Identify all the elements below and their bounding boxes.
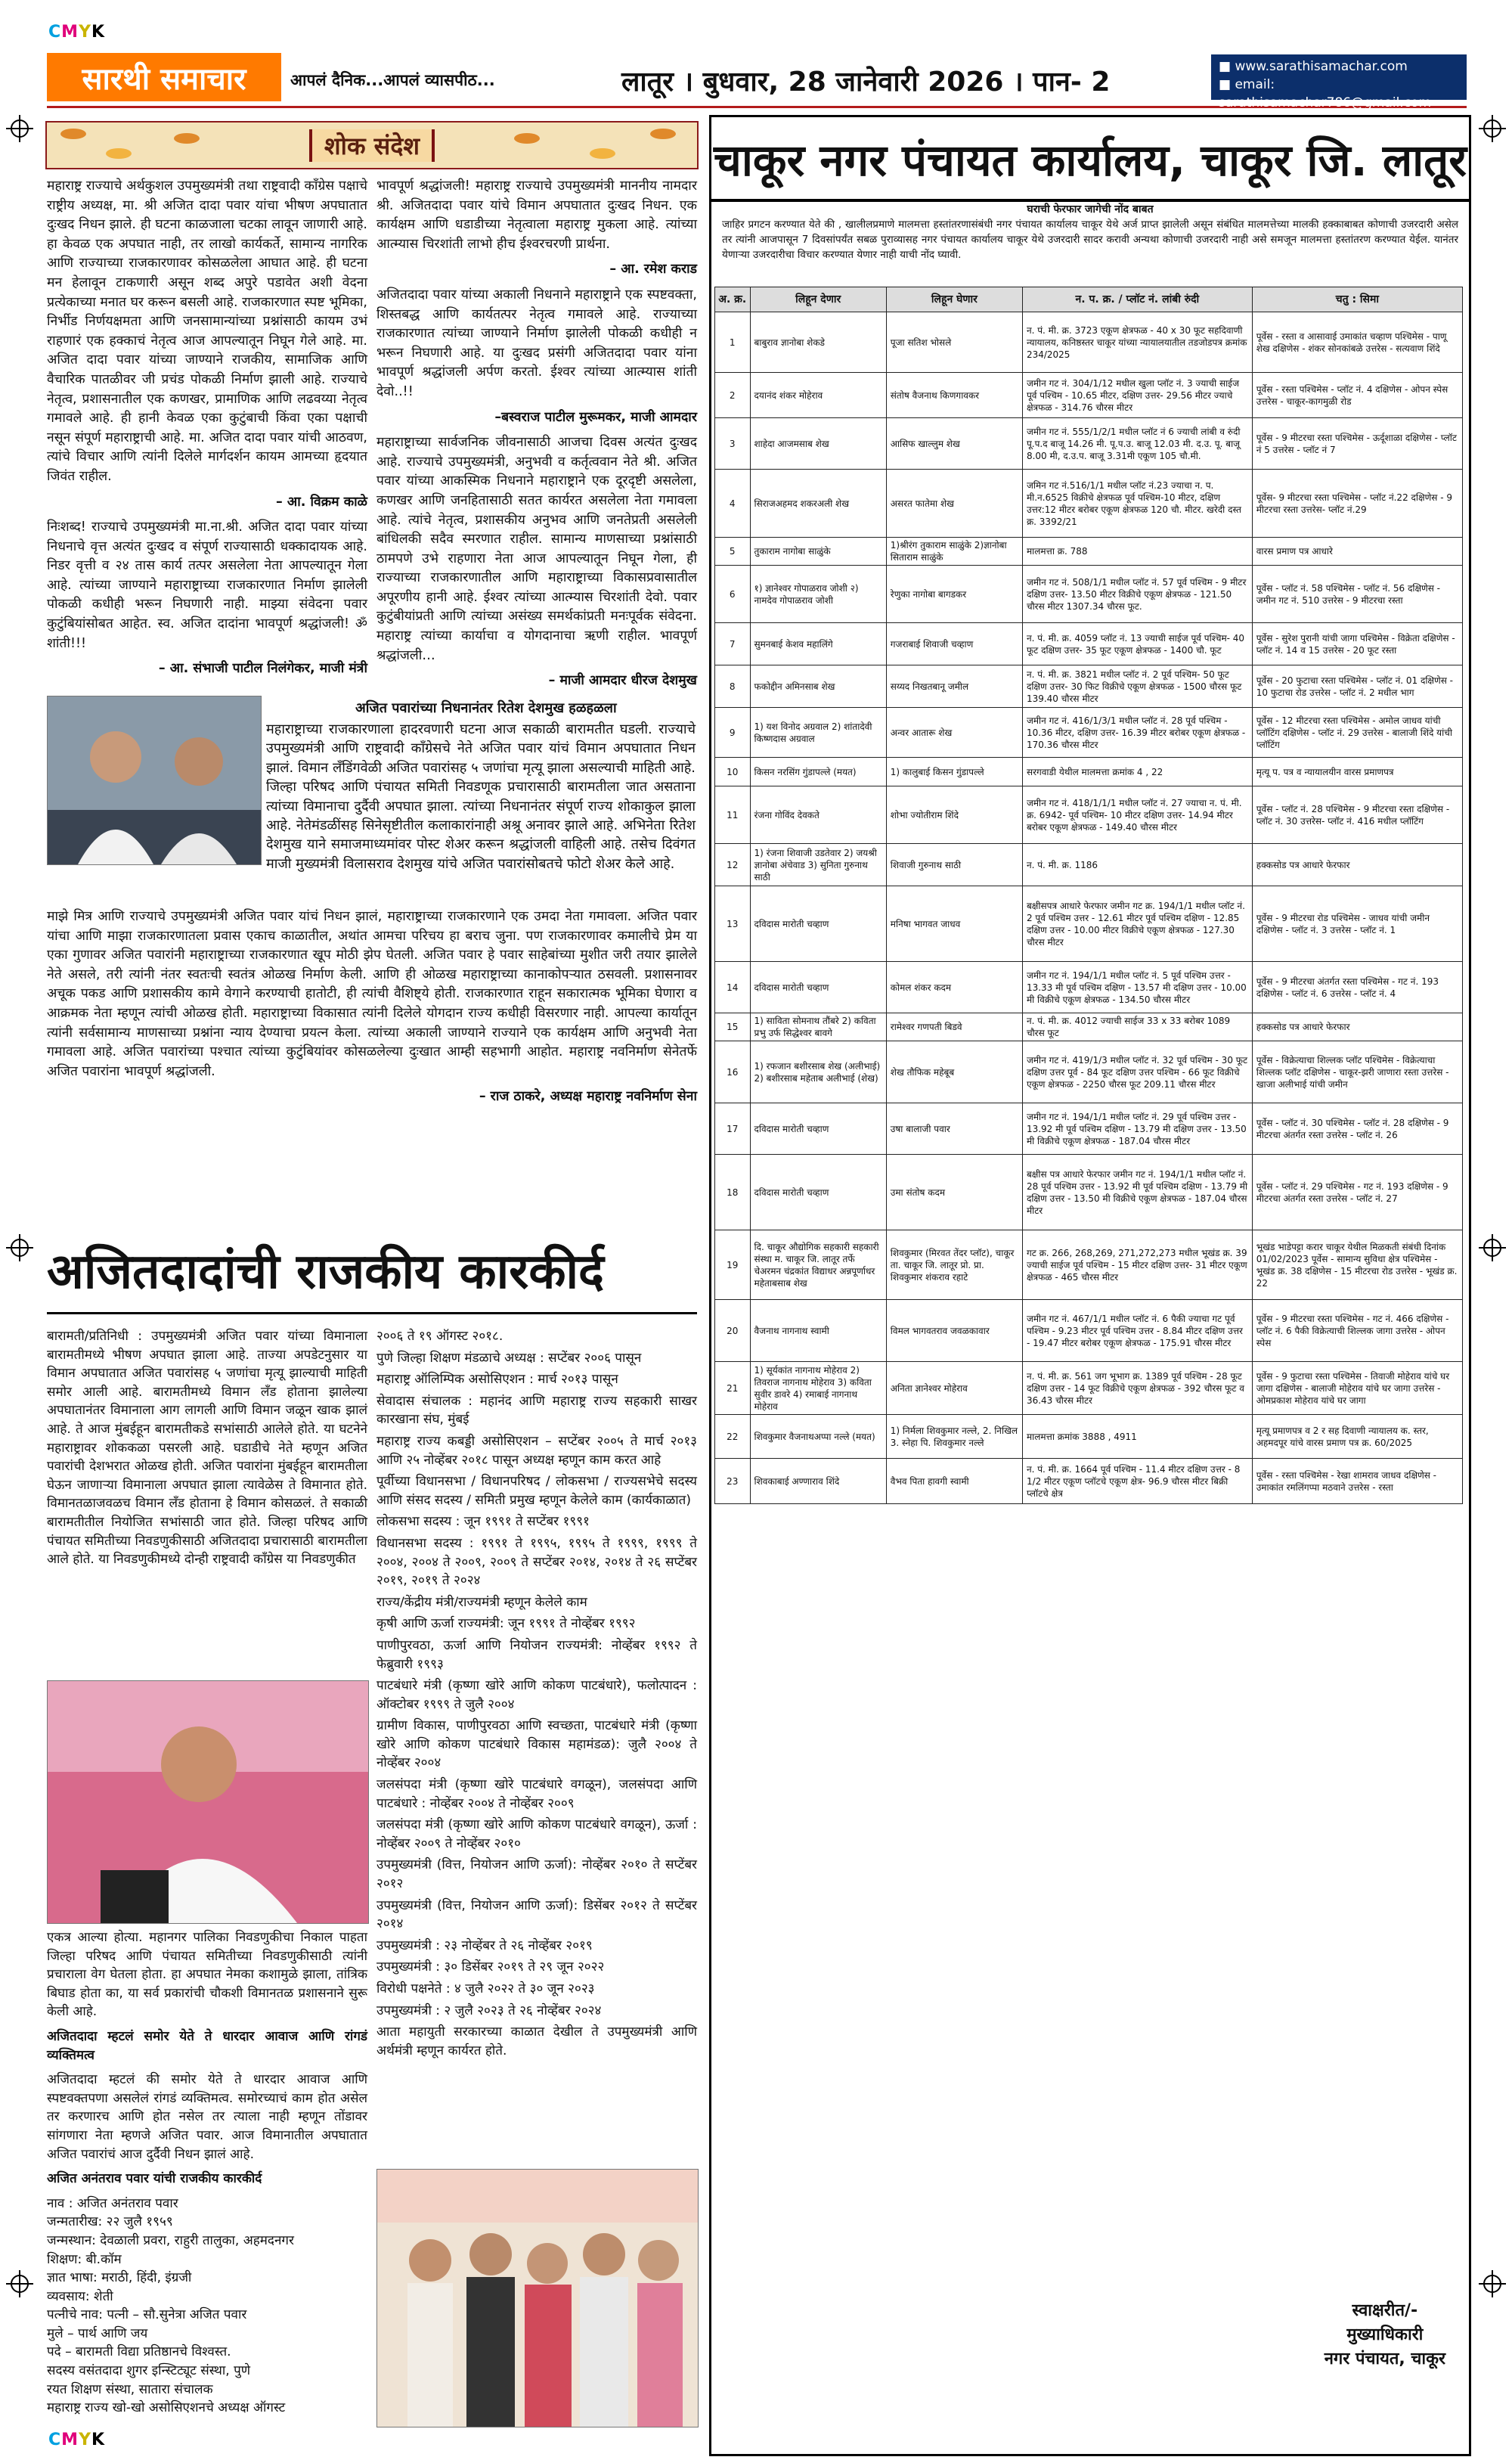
table-cell-taker: रामेश्वर गणपती बिडवे — [886, 1013, 1022, 1041]
table-cell-no: 11 — [715, 786, 751, 844]
career-title: अजितदादांची राजकीय कारकीर्द — [47, 1236, 697, 1314]
career-timeline-item: राज्य/केंद्रीय मंत्री/राज्यमंत्री म्हणून केलेले काम — [376, 1594, 587, 1610]
career-timeline-item: उपमुख्यमंत्री (वित्त, नियोजन आणि ऊर्जा): नोव्हेंबर २०१० ते सप्टेंबर २०१२ — [376, 1857, 697, 1892]
table-cell-bounds: पूर्वेस - सुरेश पुरानी यांची जागा पश्चिमेस - विक्रेता दक्षिणेस - प्लॉट नं. 14 व 15 उत्तरेस - 20 फूट रस्ता — [1252, 623, 1462, 665]
condolence-signature: – आ. रमेश कराड — [609, 262, 697, 278]
table-row — [715, 1103, 1463, 1155]
table-cell-giver: बाबुराव ज्ञानोबा शेकडे — [750, 312, 886, 373]
table-row — [715, 1013, 1463, 1041]
table-cell-taker: संतोष वैजनाथ किणगावकर — [886, 373, 1022, 418]
table-cell-bounds: पूर्वेस- 9 मीटरचा रस्ता पश्चिमेस - प्लॉट नं.22 दक्षिणेस - 9 मीटरचा रस्ता उत्तरेस- प्लॉट नं.29 — [1252, 470, 1462, 538]
bio-line: मुले – पार्थ आणि जय — [47, 2325, 148, 2341]
table-header-row — [715, 287, 1463, 312]
table-cell-taker: गजराबाई शिवाजी चव्हाण — [886, 623, 1022, 665]
table-cell-giver: दविदास मारोती चव्हाण — [750, 962, 886, 1013]
table-row — [715, 962, 1463, 1013]
flower-decoration-icon — [174, 133, 200, 144]
career-subtext: अजितदादा म्हटलं की समोर येते ते धारदार आवाज आणि स्पष्टवक्तपणा असलेलं रांगडं व्यक्तिमत्व. समोरच्याचं काम होत असेल तर करणारच आणि होत नसेल तर त्याला नाही म्हणून तोंडावर सांगणारा नेता म्हणजे अजित पवार. आज विमानातील अपघातात अजित पवारांचं आज दुर्दैवी निधन झालं आहे. — [47, 2072, 367, 2162]
table-row — [715, 708, 1463, 758]
table-cell-plot: न. पं. मी. क्र. 1186 — [1022, 844, 1252, 886]
table-cell-bounds: पूर्वेस - 12 मीटरचा रस्ता पश्चिमेस - अमोल जाधव यांची प्लॉटिंग दक्षिणेस - प्लॉट नं. 29 उत्तरेस - बालाजी शिंदे यांची प्लॉटिंग — [1252, 708, 1462, 758]
career-lead: बारामती/प्रतिनिधी : उपमुख्यमंत्री अजित पवार यांच्या विमानाला बारामतीमध्ये भीषण अपघात झाला आहे. ताज्या अपडेटनुसार या विमान अपघातात अजित पवारांसह ५ जणांचा मृत्यू झाल्याची माहिती समोर आली आहे. बारामतीमध्ये विमान लँड होताना झालेल्या अपघातानंतर विमानाला आग लागली आणि विमान जळून खाक झालं आहे. ते आज मुंबईहून बारामतीकडे सभांसाठी आलेले होते. या घटनेने महाराष्ट्रावर शोककळा पसरली आहे. घडाडीचे नेते म्हणून अजित पवारांची देशभरात ओळख होती. अजित पवारांना मुंबईहून बारामतीला घेऊन जाणाऱ्या विमानाला अपघात झाला त्यावेळेस ते विमानात होते. विमानतळाजवळच विमान लँड होताना हे विमान कोसळलं. ते सकाळी बारामतीतील नियोजित सभांसाठी जात होते. जिल्हा परिषद आणि पंचायत समितीच्या निवडणुकीसाठी अजितदादा प्रचारासाठी बारामतीला आले होते. या निवडणुकीमध्ये दोन्ही राष्ट्रवादी काँग्रेस या निवडणुकीत — [47, 1329, 367, 1568]
table-cell-plot: न. पं. मी. क्र. 3821 मधील प्लॉट नं. 2 पूर्व पश्चिम- 50 फूट दक्षिण उत्तर- 30 फिट विक्रीचे एकूण क्षेत्रफळ - 1500 चौरस फूट 139.40 चौरस मीटर — [1022, 665, 1252, 708]
table-cell-taker: रेणुका नागोबा बागडकर — [886, 566, 1022, 623]
table-cell-plot: जमीन गट नं. 194/1/1 मधील प्लॉट नं. 29 पूर्व पश्चिम उत्तर - 13.92 मी पूर्व पश्चिम दक्षिण - 13.79 मी दक्षिण उत्तर - 13.50 मी विक्रीचे एकूण क्षेत्रफळ - 187.04 चौरस मीटर — [1022, 1103, 1252, 1155]
career-timeline-item: पूर्वीच्या विधानसभा / विधानपरिषद / लोकसभा / राज्यसभेचे सदस्य आणि संसद सदस्य / समिती प्रमुख म्हणून केलेले काम (कार्यकाळात) — [376, 1474, 697, 1508]
table-cell-giver: शिवकाबाई अण्णाराव शिंदे — [750, 1459, 886, 1504]
table-cell-bounds: पूर्वेस - विक्रेत्याचा शिल्लक प्लॉट पश्चिमेस - विक्रेत्याचा शिल्लक प्लॉट दक्षिणेस - चाकूर-झरी जाणारा रस्ता उत्तरेस - खाजा अलीभाई यांची जमीन — [1252, 1041, 1462, 1103]
career-timeline-item: महाराष्ट्र राज्य कबड्डी असोसिएशन – सप्टेंबर २००५ ते मार्च २०१३ आणि २५ नोव्हेंबर २०१८ पासून अध्यक्ष म्हणून काम करत आहे — [376, 1433, 697, 1468]
ritesh-heading: अजित पवारांच्या निधनानंतर रितेश देशमुख हळहळला — [355, 700, 617, 716]
table-cell-taker: शेख तौफिक महेबूब — [886, 1041, 1022, 1103]
table-cell-plot: जमीन गट नं. 555/1/2/1 मधील प्लॉट नं 6 ज्याची लांबी व रुंदी पू.प.द बाजू 14.26 मी. पू.प.उ. बाजू 12.03 मी. द.उ. पू. बाजू 8.00 मी, द.उ.प. बाजू 3.31मी एकूण 105 चौ.मी. — [1022, 418, 1252, 470]
table-cell-no: 12 — [715, 844, 751, 886]
table-cell-giver: सुमनबाई केशव महालिंगे — [750, 623, 886, 665]
table-cell-plot: जमीन गट नं. 416/1/3/1 मधील प्लॉट नं. 28 पूर्व पश्चिम - 10.36 मीटर, दक्षिण उत्तर- 16.39 मीटर बरोबर एकूण क्षेत्रफळ - 170.36 चौरस मीटर — [1022, 708, 1252, 758]
career-timeline — [376, 1327, 697, 2060]
table-cell-no: 18 — [715, 1155, 751, 1230]
table-cell-giver: तुकाराम नागोबा साळुंके — [750, 538, 886, 566]
table-cell-no: 2 — [715, 373, 751, 418]
notice-table — [714, 287, 1463, 1504]
bio-line: व्यवसाय: शेती — [47, 2288, 113, 2304]
table-row — [715, 1415, 1463, 1459]
table-cell-no: 4 — [715, 470, 751, 538]
table-cell-plot: न. पं. मी. क्र. 4059 प्लॉट नं. 13 ज्याची साईज पूर्व पश्चिम- 40 फूट दक्षिण उत्तर- 35 फूट एकूण क्षेत्रफळ - 1400 चौ. फूट — [1022, 623, 1252, 665]
table-cell-taker: अन्वर आतारू शेख — [886, 708, 1022, 758]
condolence-message: अजितदादा पवार यांच्या अकाली निधनाने महाराष्ट्राने एक स्पष्टवक्ता, शिस्तबद्ध आणि कार्यतत्पर नेतृत्व गमावले आहे. राज्याच्या राजकारणात त्यांच्या जाण्याने निर्माण झालेली पोकळी कधीही न भरून निघणारी आहे. या दुःखद प्रसंगी अजितदादा पवार यांना भावपूर्ण श्रद्धांजली अर्पण करतो. ईश्वर त्यांच्या आत्म्यास शांती देवो..!! — [376, 287, 697, 399]
table-cell-no: 3 — [715, 418, 751, 470]
flower-decoration-icon — [514, 133, 540, 144]
signoff-line: स्वाक्षरीत/- — [1352, 2301, 1418, 2320]
career-timeline-item: विधानसभा सदस्य : १९९१ ते १९९५, १९९५ ते १९९९, १९९९ ते २००४, २००४ ते २००९, २००९ ते सप्टेंबर २०१४, २०१४ ते २६ सप्टेंबर २०१९, २०१९ ते २०२४ — [376, 1535, 697, 1589]
table-cell-no: 10 — [715, 758, 751, 786]
contact-box — [1211, 54, 1467, 110]
notice-subtitle: घराची फेरफार जागेची नोंद बाबत — [1027, 203, 1154, 216]
table-cell-plot: गट क्र. 266, 268,269, 271,272,273 मधील भूखंड क्र. 39 ज्याची साईज पूर्व पश्चिम - 15 मीटर दक्षिण उत्तर- 31 मीटर एकूण क्षेत्रफळ - 465 चौरस मीटर — [1022, 1230, 1252, 1300]
photo-ajit-pawar-speech — [47, 1680, 369, 1924]
tagline: आपलं दैनिक...आपलं व्यासपीठ... — [290, 71, 495, 89]
table-cell-plot: जमीन गट नं. 418/1/1/1 मधील प्लॉट नं. 27 ज्याचा न. पं. मी. क्र. 6942- पूर्व पश्चिम- 10 मीटर दक्षिण उत्तर- 14.94 मीटर बरोबर एकूण क्षेत्रफळ - 149.40 चौरस मीटर — [1022, 786, 1252, 844]
table-cell-giver: 1) रंजना शिवाजी उडतेवार 2) जयश्री ज्ञानोबा अंचेवाड 3) सुनिता गुरुनाथ साठी — [750, 844, 886, 886]
table-cell-plot: जमीन गट नं. 194/1/1 मधील प्लॉट नं. 5 पूर्व पश्चिम उत्तर - 13.33 मी पूर्व पश्चिम दक्षिण - 13.57 मी दक्षिण उत्तर - 10.00 मी विक्रीचे एकूण क्षेत्रफळ - 134.50 चौरस मीटर — [1022, 962, 1252, 1013]
table-cell-no: 6 — [715, 566, 751, 623]
photo-leaders — [47, 696, 262, 865]
notice-signoff — [1325, 2299, 1445, 2372]
table-cell-plot: जमीन गट नं. 508/1/1 मधील प्लॉट नं. 57 पूर्व पश्चिम - 9 मीटर दक्षिण उत्तर- 13.50 मीटर विक्रीचे एकूण क्षेत्रफळ - 121.50 चौरस मीटर 1307.34 चौरस फूट. — [1022, 566, 1252, 623]
table-cell-taker: कोमल शंकर कदम — [886, 962, 1022, 1013]
table-cell-bounds: पूर्वेस - रस्ता पश्चिमेस - प्लॉट नं. 4 दक्षिणेस - ओपन स्पेस उत्तरेस - चाकूर-कागमुळी रोड — [1252, 373, 1462, 418]
career-timeline-item: विरोधी पक्षनेते : ४ जुलै २०२२ ते ३० जून २०२३ — [376, 1981, 595, 1996]
table-cell-giver: फकोद्दीन अमिनसाब शेख — [750, 665, 886, 708]
table-row — [715, 844, 1463, 886]
table-cell-giver: 1) यश विनोद अग्रवाल 2) शांतादेवी किष्णदास अग्रवाल — [750, 708, 886, 758]
bio-line: ज्ञात भाषा: मराठी, हिंदी, इंग्रजी — [47, 2270, 192, 2286]
career-subheading: अजितदादा म्हटलं समोर येते ते धारदार आवाज आणि रांगडं व्यक्तिमत्व — [47, 2028, 367, 2063]
condolence-header — [45, 121, 699, 169]
table-cell-giver: सिराजअहमद शकरअली शेख — [750, 470, 886, 538]
table-cell-plot: मालमत्ता क्रमांक 3888 , 4911 — [1022, 1415, 1252, 1459]
column-header: अ. क्र. — [715, 287, 751, 312]
table-cell-taker: आसिफ खाल्लुम शेख — [886, 418, 1022, 470]
career-timeline-item: सेवादास संचालक : महानंद आणि महाराष्ट्र राज्य सहकारी साखर कारखाना संघ, मुंबई — [376, 1393, 697, 1428]
table-cell-taker: 1)श्रीरंग तुकाराम साळुंके 2)ज्ञानोबा सिताराम साळुंके — [886, 538, 1022, 566]
signoff-line: नगर पंचायत, चाकूर — [1324, 2350, 1445, 2368]
table-cell-no: 5 — [715, 538, 751, 566]
career-timeline-item: आता महायुती सरकारच्या काळात देखील ते उपमुख्यमंत्री आणि अर्थमंत्री म्हणून कार्यरत होते. — [376, 2024, 697, 2058]
public-notice — [709, 115, 1471, 2456]
table-cell-plot: न. पं. मी. क्र. 4012 ज्याची साईज 33 x 33 बरोबर 1089 चौरस फूट — [1022, 1013, 1252, 1041]
table-row — [715, 538, 1463, 566]
table-cell-bounds: पूर्वेस - 9 मीटरचा रोड पश्चिमेस - जाधव यांची जमीन दक्षिणेस - प्लॉट नं. 3 उत्तरेस - प्लॉट नं. 1 — [1252, 886, 1462, 962]
table-cell-bounds: पूर्वेस - 9 फुटाचा रस्ता पश्चिमेस - तिवाजी मोहेराव यांचे घर जागा दक्षिणेस - बालाजी मोहेराव यांचे घर जागा उत्तरेस - ओमप्रकाश मोहेराव यांचे घर जागा — [1252, 1362, 1462, 1415]
career-timeline-item: उपमुख्यमंत्री (वित्त, नियोजन आणि ऊर्जा): डिसेंबर २०१२ ते सप्टेंबर २०१४ — [376, 1897, 697, 1932]
table-cell-no: 14 — [715, 962, 751, 1013]
table-cell-plot: मालमत्ता क्र. 788 — [1022, 538, 1252, 566]
condolence-signature: – आ. विक्रम काळे — [275, 494, 367, 510]
career-timeline-item: कृषी आणि ऊर्जा राज्यमंत्री: जून १९९१ ते नोव्हेंबर १९९२ — [376, 1616, 636, 1632]
table-cell-plot: बक्षीस पत्र आधारे फेरफार जमीन गट नं. 194/1/1 मधील प्लॉट नं. 28 पूर्व पश्चिम उत्तर - 13.92 मी पूर्व पश्चिम दक्षिण - 13.79 मी दक्षिण उत्तर - 13.50 मी विक्रीचे एकूण क्षेत्रफळ - 187.04 चौरस मीटर — [1022, 1155, 1252, 1230]
career-timeline-item: पुणे जिल्हा शिक्षण मंडळाचे अध्यक्ष : सप्टेंबर २००६ पासून — [376, 1350, 642, 1366]
table-cell-plot: बक्षीसपत्र आधारे फेरफार जमीन गट क्र. 194/1/1 मधील प्लॉट नं. 2 पूर्व पश्चिम उत्तर - 12.61 मीटर पूर्व पश्चिम दक्षिण - 12.85 दक्षिण उत्तर - 10.00 मीटर विक्रीचे एकूण क्षेत्रफळ - 127.30 चौरस मीटर — [1022, 886, 1252, 962]
column-header: चतु : सिमा — [1252, 287, 1462, 312]
table-row — [715, 623, 1463, 665]
condolence-message: महाराष्ट्र राज्याचे अर्थकुशल उपमुख्यमंत्री तथा राष्ट्रवादी काँग्रेस पक्षाचे राष्ट्रीय अध्यक्ष, मा. श्री अजित दादा पवार यांचा भीषण अपघातात दुःखद निधन झाले. ही घटना काळजाला चटका लावून जाणारी आहे. हा केवळ एक अपघात नाही, तर लाखो कार्यकर्ते, सामान्य नागरिक आणि राज्याच्या राजकारणावर कोसळलेला आघात आहे. ही घटना मन हेलावून टाकणारी असून शब्द अपुरे पडावेत अशी वेदना प्रत्येकाच्या मनात घर करून बसली आहे. राजकारणात स्पष्ट भूमिका, निर्भीड निर्णयक्षमता आणि जनसामान्यांच्या प्रश्नांसाठी कायम उभं राहणारं एक हक्काचं नेतृत्व आज आपल्यातून निघून गेले आहे. मा. अजित दादा पवार यांच्या जाण्याने राजकीय, सामाजिक आणि वैचारिक पातळीवर जी प्रचंड पोकळी निर्माण झाली आहे. राज्याचे नेतृत्व, प्रशासनातील एक कणखर, प्रामाणिक आणि लढवय्या नेतृत्व गमावले आहे. ही हानी केवळ एका कुटुंबाची किंवा एका पक्षाची नसून संपूर्ण महाराष्ट्राची आहे. मा. अजित दादा पवार यांची आठवण, त्यांचे विचार आणि त्यांनी दिलेले मार्गदर्शन कायम आमच्या हृदयात जिवंत राहील. — [47, 178, 367, 484]
condolence-column-1 — [47, 177, 367, 685]
condolence-signature: –बस्वराज पाटील मुरूमकर, माजी आमदार — [494, 409, 697, 425]
masthead — [47, 53, 1467, 108]
career-timeline-item: ग्रामीण विकास, पाणीपुरवठा आणि स्वच्छता, पाटबंधारे मंत्री (कृष्णा खोरे आणि कोकण पाटबंधारे विकास महामंडळ): जुलै २००४ ते नोव्हेंबर २००४ — [376, 1718, 697, 1771]
table-cell-giver: दविदास मारोती चव्हाण — [750, 1103, 886, 1155]
table-row — [715, 758, 1463, 786]
table-cell-giver: 1) सूर्यकांत नागनाथ मोहेराव 2) तिवराज नागनाथ मोहेराव 3) कविता सुवीर डावरे 4) रमाबाई नागनाथ मोहेराव — [750, 1362, 886, 1415]
condolence-column-2 — [376, 177, 697, 697]
table-cell-plot: जमिन गट नं.516/1/1 मधील प्लॉट नं.23 ज्याचा न. प. मी.न.6525 विक्रीचे क्षेत्रफळ पूर्व पश्चिम-10 मीटर, दक्षिण उत्तर:12 मीटर बरोबर एकूण क्षेत्रफळ 120 चौ. मीटर. खरेदी दस्त क्र. 3392/21 — [1022, 470, 1252, 538]
table-cell-bounds: पूर्वेस - 9 मीटरचा रस्ता पश्चिमेस - गट नं. 466 दक्षिणेस - प्लॉट नं. 6 पैकी विक्रेत्याची शिल्लक जागा उत्तरेस - ओपन स्पेस — [1252, 1300, 1462, 1362]
condolence-message: निःशब्द! राज्याचे उपमुख्यमंत्री मा.ना.श्री. अजित दादा पवार यांच्या निधनाचे वृत्त अत्यंत दुःखद व संपूर्ण राज्यासाठी धक्कादायक आहे. निडर वृत्ती व २४ तास कार्य तत्पर असलेला नेता आपल्यातून गेला आहे. त्यांच्या जाण्याने महाराष्ट्राच्या राजकारणात निर्माण झालेली पोकळी कधीही भरून निघणारी नाही. माझ्या संवेदना पवार कुटुंबियांसोबत आहेत. स्व. अजित दादांना भावपूर्ण श्रद्धांजली! ॐ शांती!!! — [47, 520, 367, 651]
table-cell-bounds: पूर्वेस - प्लॉट नं. 28 पश्चिमेस - 9 मीटरचा रस्ता दक्षिणेस - प्लॉट नं. 30 उत्तरेस- प्लॉट नं. 416 मधील प्लॉटिंग — [1252, 786, 1462, 844]
bio-line: महाराष्ट्र राज्य खो-खो असोसिएशनचे अध्यक्ष ऑगस्ट — [47, 2400, 286, 2416]
table-cell-no: 15 — [715, 1013, 751, 1041]
ritesh-story: महाराष्ट्राच्या राजकारणाला हादरवणारी घटना आज सकाळी बारामतीत घडली. राज्याचे उपमुख्यमंत्री आणि राष्ट्रवादी काँग्रेसचे नेते अजित पवार यांचं विमान अपघातात निधन झालं. विमान लँडिंगवेळी अजित पवारांसह ५ जणांचा मृत्यू झाला असल्याची माहिती आहे. जिल्हा परिषद आणि पंचायत समिती निवडणूक प्रचारासाठी बारामतीला जात असताना त्यांच्या विमानाचा दुर्दैवी अपघात झाला. त्यांच्या निधनानंतर संपूर्ण राज्य शोकाकुल झाला आहे. नेतेमंडळींसह सिनेसृष्टीतील कलाकारांनाही अश्रू अनावर झाले आहे. अभिनेता रितेश देशमुख याने समाजमाध्यमांवर पोस्ट शेअर करून श्रद्धांजली वाहिली आहे. तसेच दिवंगत माजी मुख्यमंत्री विलासराव देशमुख यांचे अजित पवारांसोबतचे फोटो शेअर केले आहे. — [266, 721, 696, 872]
table-cell-plot: जमीन गट नं. 304/1/12 मधील खुला प्लॉट नं. 3 ज्याची साईज पूर्व पश्चिम - 10.65 मीटर, दक्षिण उत्तर- 29.56 मीटर ज्याचे क्षेत्रफळ - 314.76 चौरस मीटर — [1022, 373, 1252, 418]
bio-line: सदस्य वसंतदादा शुगर इन्स्टिट्यूट संस्था, पुणे — [47, 2363, 251, 2379]
table-row — [715, 470, 1463, 538]
career-tail: एकत्र आल्या होत्या. महानगर पालिका निवडणुकीचा निकाल पाहता जिल्हा परिषद आणि पंचायत समितीच्या निवडणुकीसाठी त्यांनी प्रचाराला वेग घेतला होता. हा अपघात नेमका कशामुळे झाला, तांत्रिक बिघाड होता का, या सर्व प्रकारांची चौकशी विमानतळ प्रशासनाने सुरू केली आहे. — [47, 1930, 367, 2020]
condolence-title: शोक संदेश — [309, 129, 435, 162]
registration-mark-icon — [5, 1233, 35, 1263]
table-cell-bounds: पूर्वेस - 9 मीटरचा अंतर्गत रस्ता पश्चिमेस - गट नं. 193 दक्षिणेस - प्लॉट नं. 6 उत्तरेस - प्लॉट नं. 4 — [1252, 962, 1462, 1013]
photo-family — [376, 2169, 699, 2427]
table-cell-no: 17 — [715, 1103, 751, 1155]
table-cell-no: 13 — [715, 886, 751, 962]
bio-line: जन्मतारीख: २२ जुलै १९५९ — [47, 2214, 173, 2230]
table-cell-no: 8 — [715, 665, 751, 708]
email-link[interactable]: ■ email: sarathisamachar786@gmail.com — [1219, 77, 1431, 110]
career-timeline-item: पाणीपुरवठा, ऊर्जा आणि नियोजन राज्यमंत्री: नोव्हेंबर १९९२ ते फेब्रुवारी १९९३ — [376, 1637, 697, 1672]
condolence-message: भावपूर्ण श्रद्धांजली! महाराष्ट्र राज्याचे उपमुख्यमंत्री माननीय नामदार श्री. अजितदादा पवार यांचे विमान अपघातात दुःखद निधन. एक कार्यक्षम आणि धडाडीच्या नेतृत्वाला महाराष्ट्र मुकला आहे. त्यांच्या आत्म्यास चिरशांती लाभो हीच ईश्वरचरणी प्रार्थना. — [376, 178, 697, 252]
flower-decoration-icon — [650, 129, 676, 139]
table-row — [715, 1230, 1463, 1300]
table-cell-taker: विमल भागवतराव जवळकावार — [886, 1300, 1022, 1362]
table-cell-bounds: पूर्वेस - रस्ता व आसावाई उमाकांत चव्हाण पश्चिमेस - पाणू शेख दक्षिणेस - शंकर सोनकांबळे उत्तरेस - सत्यवाण शिंदे — [1252, 312, 1462, 373]
table-row — [715, 418, 1463, 470]
table-cell-taker: मनिषा भागवत जाधव — [886, 886, 1022, 962]
table-cell-giver: शिवकुमार वैजनाथअप्पा नल्ले (मयत) — [750, 1415, 886, 1459]
bio-line: जन्मस्थान: देवळाली प्रवरा, राहुरी तालुका, अहमदनगर — [47, 2232, 294, 2248]
career-timeline-item: उपमुख्यमंत्री : २३ नोव्हेंबर ते २६ नोव्हेंबर २०१९ — [376, 1937, 593, 1953]
bio-line: रयत शिक्षण संस्था, सातारा संचालक — [47, 2381, 213, 2397]
table-cell-taker: सय्यद निखतबानू जमील — [886, 665, 1022, 708]
table-row — [715, 1362, 1463, 1415]
table-cell-plot: न. पं. मी. क्र. 3723 एकूण क्षेत्रफळ - 40 x 30 फूट सहदिवाणी न्यायालय, कनिष्ठस्तर चाकूर यांच्या न्यायालयातील तडजोडपत्र क्रमांक 234/2025 — [1022, 312, 1252, 373]
long-message-signature: – राज ठाकरे, अध्यक्ष महाराष्ट्र नवनिर्माण सेना — [479, 1089, 697, 1105]
flower-decoration-icon — [106, 148, 132, 159]
table-cell-taker: अनिता ज्ञानेश्वर मोहेराव — [886, 1362, 1022, 1415]
table-cell-taker: असरत फातेमा शेख — [886, 470, 1022, 538]
registration-mark-icon — [1477, 1233, 1507, 1263]
table-cell-bounds: पूर्वेस - प्लॉट नं. 30 पश्चिमेस - प्लॉट नं. 28 दक्षिणेस - 9 मीटरचा अंतर्गत रस्ता उत्तरेस - प्लॉट नं. 26 — [1252, 1103, 1462, 1155]
newspaper-brand: सारथी समाचार — [47, 53, 281, 101]
bio-line: पदे – बारामती विद्या प्रतिष्ठानचे विश्वस्त. — [47, 2344, 231, 2360]
table-cell-taker: शोभा ज्योतीराम शिंदे — [886, 786, 1022, 844]
table-cell-no: 9 — [715, 708, 751, 758]
table-cell-bounds: पूर्वेस - प्लॉट नं. 29 पश्चिमेस - गट नं. 193 दक्षिणेस - 9 मीटरचा अंतर्गत रस्ता उत्तरेस - प्लॉट नं. 27 — [1252, 1155, 1462, 1230]
table-cell-bounds: पूर्वेस - 9 मीटरचा रस्ता पश्चिमेस - ऊर्दूशाळा दक्षिणेस - प्लॉट नं 5 उत्तरेस - प्लॉट नं 7 — [1252, 418, 1462, 470]
table-cell-taker: उषा बालाजी पवार — [886, 1103, 1022, 1155]
website-link[interactable]: ■ www.sarathisamachar.com — [1219, 59, 1408, 74]
column-header: न. प. क्र. / प्लॉट नं. लांबी रुंदी — [1022, 287, 1252, 312]
table-cell-taker: वैभव पिता हावगी स्वामी — [886, 1459, 1022, 1504]
table-cell-plot: सरगवाडी येथील मालमत्ता क्रमांक 4 , 22 — [1022, 758, 1252, 786]
raj-thackeray-message — [47, 907, 697, 1113]
table-cell-no: 23 — [715, 1459, 751, 1504]
table-row — [715, 312, 1463, 373]
table-row — [715, 886, 1463, 962]
notice-title: चाकूर नगर पंचायत कार्यालय, चाकूर जि. लातूर — [711, 117, 1469, 202]
bio-line: शिक्षण: बी.कॉम — [47, 2251, 122, 2267]
flower-decoration-icon — [60, 129, 86, 139]
condolence-message: महाराष्ट्राच्या सार्वजनिक जीवनासाठी आजचा दिवस अत्यंत दुःखद आहे. राज्याचे उपमुख्यमंत्री, अनुभवी व कर्तृत्ववान नेते श्री. अजित पवार यांच्या आकस्मिक निधनाने महाराष्ट्राने एक दूरदृष्टी असलेला, कणखर आणि जनहितासाठी सतत कार्यरत असलेला नेता गमावला आहे. त्यांचे नेतृत्व, प्रशासकीय अनुभव आणि जनतेप्रती असलेली बांधिलकी सदैव स्मरणात राहील. सामान्य माणसाच्या प्रश्नांसाठी ठामपणे उभे राहणारा नेता आज आपल्यातून निघून गेला, ही राज्याच्या राजकारणातील आणि महाराष्ट्राच्या विकासप्रवासातील अपूरणीय हानी आहे. ईश्वर त्यांच्या आत्म्यास चिरशांती देवो. पवार कुटुंबीयांप्रती आणि त्यांच्या असंख्य समर्थकांप्रती मनःपूर्वक संवेदना. महाराष्ट्र त्यांच्या कार्याचा व योगदानाचा ऋणी राहील. भावपूर्ण श्रद्धांजली… — [376, 435, 697, 663]
table-cell-bounds: पूर्वेस - 20 फुटाचा रस्ता पश्चिमेस - प्लॉट नं. 01 दक्षिणेस - 10 फुटाचा रोड उत्तरेस - प्लॉट नं. 2 मधील भाग — [1252, 665, 1462, 708]
table-cell-giver: दविदास मारोती चव्हाण — [750, 1155, 886, 1230]
career-timeline-item: महाराष्ट्र ऑलिम्पिक असोसिएशन : मार्च २०१३ पासून — [376, 1372, 618, 1388]
table-cell-no: 22 — [715, 1415, 751, 1459]
table-cell-bounds: भूखंड भाडेपट्टा करार चाकूर येथील मिळकती संबंधी दिनांक 01/02/2023 पूर्वेस - सामान्य सुविधा क्षेत्र पश्चिमेस - भूखंड क्र. 38 दक्षिणेस - 15 मीटरचा रोड उत्तरेस - भूखंड क्र. 22 — [1252, 1230, 1462, 1300]
long-message-text: माझे मित्र आणि राज्याचे उपमुख्यमंत्री अजित पवार यांचं निधन झालं, महाराष्ट्राच्या राजकारणाने एक उमदा नेता गमावला. अजित पवार यांचा आणि माझा राजकारणातला प्रवास एकाच काळातील, अथांत आमचा परिचय हा बराच जुना. पण राजकारणावर कमालीचे प्रेम या एका गुणावर अजित पवारांनी महाराष्ट्राच्या राजकारणात खूप मोठी झेप घेतली. अजित पवार हे पवार साहेबांच्या मुशीत जरी तयार झालेले नेते असले, तरी त्यांनी नंतर स्वतःची स्वतंत्र ओळख निर्माण केली. आणि ही ओळख महाराष्ट्राच्या कानाकोपऱ्यात ठसवली. प्रशासनावर अचूक पकड आणि प्रशासकीय कामे वेगाने करण्याची हातोटी, ही त्यांची वैशिष्ट्ये होती. राजकारणात राहून सकारात्मक भूमिका घेणारा व आक्रमक नेता म्हणून त्यांची ओळख होती. महाराष्ट्राच्या विकासात त्यांनी दिलेले योगदान राज्य कधीही विसरणार नाही. आपल्या कार्यातून त्यांनी सर्वसामान्य माणसाच्या प्रश्नांना न्याय देण्याचा प्रयत्न केला. त्यांच्या अकाली जाण्याने राज्याने एक कार्यक्षम आणि अनुभवी नेता गमावला आहे. अजित पवारांच्या पश्चात त्यांच्या कुटुंबियांवर कोसळलेल्या दुःखात आम्ही सहभागी आहोत. महाराष्ट्र नवनिर्माण सेनेतर्फे अजित पवारांना भावपूर्ण श्रद्धांजली. — [47, 909, 697, 1079]
flower-decoration-icon — [590, 148, 615, 159]
condolence-signature: – माजी आमदार धीरज देशमुख — [548, 673, 697, 689]
table-cell-giver: दि. चाकूर औद्योगिक सहकारी सहकारी संस्था म. चाकूर जि. लातूर तर्फे चेअरमन चंद्रकांत विद्याधर अन्नपूर्णाधर महेताबसाब शेख — [750, 1230, 886, 1300]
career-timeline-item: २००६ ते १९ ऑगस्ट २०१८. — [376, 1329, 503, 1344]
table-cell-taker: उमा संतोष कदम — [886, 1155, 1022, 1230]
table-cell-giver: दयानंद शंकर मोहेराव — [750, 373, 886, 418]
table-cell-no: 1 — [715, 312, 751, 373]
dateline: लातूर । बुधवार, 28 जानेवारी 2026 । पान- 2 — [621, 67, 1111, 98]
career-timeline-item: जलसंपदा मंत्री (कृष्णा खोरे आणि कोकण पाटबंधारे वगळून), ऊर्जा : नोव्हेंबर २००९ ते नोव्हेंबर २०१० — [376, 1817, 697, 1851]
table-row — [715, 786, 1463, 844]
table-cell-taker: शिवाजी गुरुनाथ साठी — [886, 844, 1022, 886]
bio-heading: अजित अनंतराव पवार यांची राजकीय कारकीर्द — [47, 2171, 262, 2187]
table-row — [715, 1459, 1463, 1504]
table-row — [715, 1041, 1463, 1103]
table-cell-no: 7 — [715, 623, 751, 665]
table-cell-taker: 1) कालुबाई किसन गुंडापल्ले — [886, 758, 1022, 786]
table-row — [715, 1155, 1463, 1230]
career-column-1-tail — [47, 1928, 367, 2418]
bio-list — [47, 2195, 367, 2418]
career-column-2 — [376, 1327, 697, 2063]
bio-line: नाव : अजित अनंतराव पवार — [47, 2195, 178, 2211]
table-cell-giver: 1) साविता सोमनाथ तौंबरे 2) कविता प्रभु उर्फ सिद्धेश्वर बावगे — [750, 1013, 886, 1041]
career-column-1 — [47, 1327, 367, 1575]
table-cell-giver: 1) रफजान बशीरसाब शेख (अलीभाई) 2) बशीरसाब महेताब अलीभाई (शेख) — [750, 1041, 886, 1103]
table-cell-giver: रंजना गोविंद देवकते — [750, 786, 886, 844]
career-timeline-item: पाटबंधारे मंत्री (कृष्णा खोरे आणि कोकण पाटबंधारे), फलोत्पादन : ऑक्टोबर १९९९ ते जुलै २००४ — [376, 1678, 697, 1712]
career-timeline-item: लोकसभा सदस्य : जून १९९१ ते सप्टेंबर १९९१ — [376, 1514, 590, 1530]
table-row — [715, 566, 1463, 623]
table-cell-plot: न. पं. मी. क्र. 1664 पूर्व पश्चिम - 11.4 मीटर दक्षिण उत्तर - 8 1/2 मीटर एकूण प्लॉटचे एकूण क्षेत्र- 96.9 चौरस मीटर बिक्री प्लॉटचे क्षेत्र — [1022, 1459, 1252, 1504]
table-cell-no: 19 — [715, 1230, 751, 1300]
table-cell-bounds: पूर्वेस - प्लॉट नं. 58 पश्चिमेस - प्लॉट नं. 56 दक्षिणेस - जमीन गट नं. 510 उत्तरेस - 9 मीटरचा रस्ता — [1252, 566, 1462, 623]
table-cell-giver: १) ज्ञानेश्वर गोपाळराव जोशी २) नामदेव गोपाळराव जोशी — [750, 566, 886, 623]
table-cell-taker: 1) निर्मला शिवकुमार नल्ले, 2. निखिल 3. स्नेहा पि. शिवकुमार नल्ले — [886, 1415, 1022, 1459]
table-cell-plot: जमीन गट नं. 467/1/1 मधील प्लॉट नं. 6 पैकी ज्याचा गट पूर्व पश्चिम - 9.23 मीटर पूर्व पश्चिम उत्तर - 8.84 मीटर दक्षिण उत्तर - 19.47 मीटर बरोबर एकूण क्षेत्रफळ - 175.91 चौरस मीटर — [1022, 1300, 1252, 1362]
table-cell-no: 21 — [715, 1362, 751, 1415]
table-cell-giver: वैजनाथ नागनाथ स्वामी — [750, 1300, 886, 1362]
table-cell-taker: शिवकुमार (मिरवत तेंदर प्लॉट), चाकूर ता. चाकूर जि. लातूर प्रो. प्रा. शिवकुमार शंकराव रहाटे — [886, 1230, 1022, 1300]
registration-mark-icon — [1477, 113, 1507, 144]
registration-mark-icon — [5, 2269, 35, 2299]
table-cell-bounds: हक्कसोड पत्र आधारे फेरफार — [1252, 844, 1462, 886]
table-cell-bounds: हक्कसोड पत्र आधारे फेरफार — [1252, 1013, 1462, 1041]
notice-intro: जाहिर प्रगटन करण्यात येते की , खालीलप्रमाणे मालमत्ता हस्तांतरणासंबंधी नगर पंचायत कार्यालय चाकूर येथे अर्ज प्राप्त झालेली असून संबंधित मालमत्तेच्या मालकी हक्काबाबत कोणाची उजरदारी असेल तर त्यांनी आजपासून 7 दिवसांपर्यंत सबळ पुराव्यासह नगर पंचायत कार्यालय चाकूर येथे उजरदारी सादर करावी अन्यथा कोणाची उजरदारी नाही असे समजून मालमत्ता हस्तांतरण करण्यात येईल. यानंतर येणाऱ्या उजरदारीचा विचार करण्यात येणार नाही याची नोंद घ्यावी. — [722, 219, 1458, 261]
table-cell-bounds: मृत्यू प्रमाणपत्र व 2 र सह दिवाणी न्यायालय क. स्तर, अहमदपूर यांचे वारस प्रमाण पत्र क्र. 60/2025 — [1252, 1415, 1462, 1459]
table-cell-plot: न. पं. मी. क्र. 561 जग भूभाग क्र. 1389 पूर्व पश्चिम - 28 फूट दक्षिण उत्तर - 14 फूट विक्रीचे एकूण क्षेत्रफळ - 392 चौरस फूट व 36.43 चौरस मीटर — [1022, 1362, 1252, 1415]
bio-line: पत्नीचे नाव: पत्नी – सौ.सुनेत्रा अजित पवार — [47, 2307, 247, 2323]
signoff-line: मुख्याधिकारी — [1346, 2325, 1424, 2344]
table-cell-taker: पूजा सतिश भोसले — [886, 312, 1022, 373]
table-row — [715, 1300, 1463, 1362]
career-timeline-item: उपमुख्यमंत्री : ३० डिसेंबर २०१९ ते २९ जून २०२२ — [376, 1959, 605, 1975]
registration-mark-icon — [5, 113, 35, 144]
table-cell-giver: किसन नरसिंग गुंडापल्ले (मयत) — [750, 758, 886, 786]
cmyk-mark-top: CMYK — [48, 23, 106, 42]
career-timeline-item: जलसंपदा मंत्री (कृष्णा खोरे पाटबंधारे वगळून), जलसंपदा आणि पाटबंधारे : नोव्हेंबर २००४ ते नोव्हेंबर २००९ — [376, 1777, 697, 1811]
cmyk-mark-bottom: CMYK — [48, 2431, 106, 2449]
table-cell-giver: दविदास मारोती चव्हाण — [750, 886, 886, 962]
table-row — [715, 665, 1463, 708]
table-cell-plot: जमीन गट नं. 419/1/3 मधील प्लॉट नं. 32 पूर्व पश्चिम - 30 फूट दक्षिण उत्तर पूर्व - 84 फूट दक्षिण उत्तर पश्चिम - 66 फूट विक्रीचे एकूण क्षेत्रफळ - 2250 चौरस फूट 209.11 चौरस मीटर — [1022, 1041, 1252, 1103]
condolence-signature: – आ. संभाजी पाटील निलंगेकर, माजी मंत्री — [158, 661, 367, 677]
table-cell-no: 16 — [715, 1041, 751, 1103]
table-row — [715, 373, 1463, 418]
career-timeline-item: उपमुख्यमंत्री : २ जुलै २०२३ ते २६ नोव्हेंबर २०२४ — [376, 2002, 602, 2018]
column-header: लिहून घेणार — [886, 287, 1022, 312]
table-cell-giver: शाहेदा आजमसाब शेख — [750, 418, 886, 470]
registration-mark-icon — [1477, 2269, 1507, 2299]
table-cell-bounds: मृत्यू प. पत्र व न्यायालयीन वारस प्रमाणपत्र — [1252, 758, 1462, 786]
table-cell-no: 20 — [715, 1300, 751, 1362]
column-header: लिहून देणार — [750, 287, 886, 312]
table-cell-bounds: वारस प्रमाण पत्र आधारे — [1252, 538, 1462, 566]
table-cell-bounds: पूर्वेस - रस्ता पश्चिमेस - रेखा शामराव जाधव दक्षिणेस - उमाकांत रमलिंगप्पा मठवाने उत्तरेस - रस्ता — [1252, 1459, 1462, 1504]
